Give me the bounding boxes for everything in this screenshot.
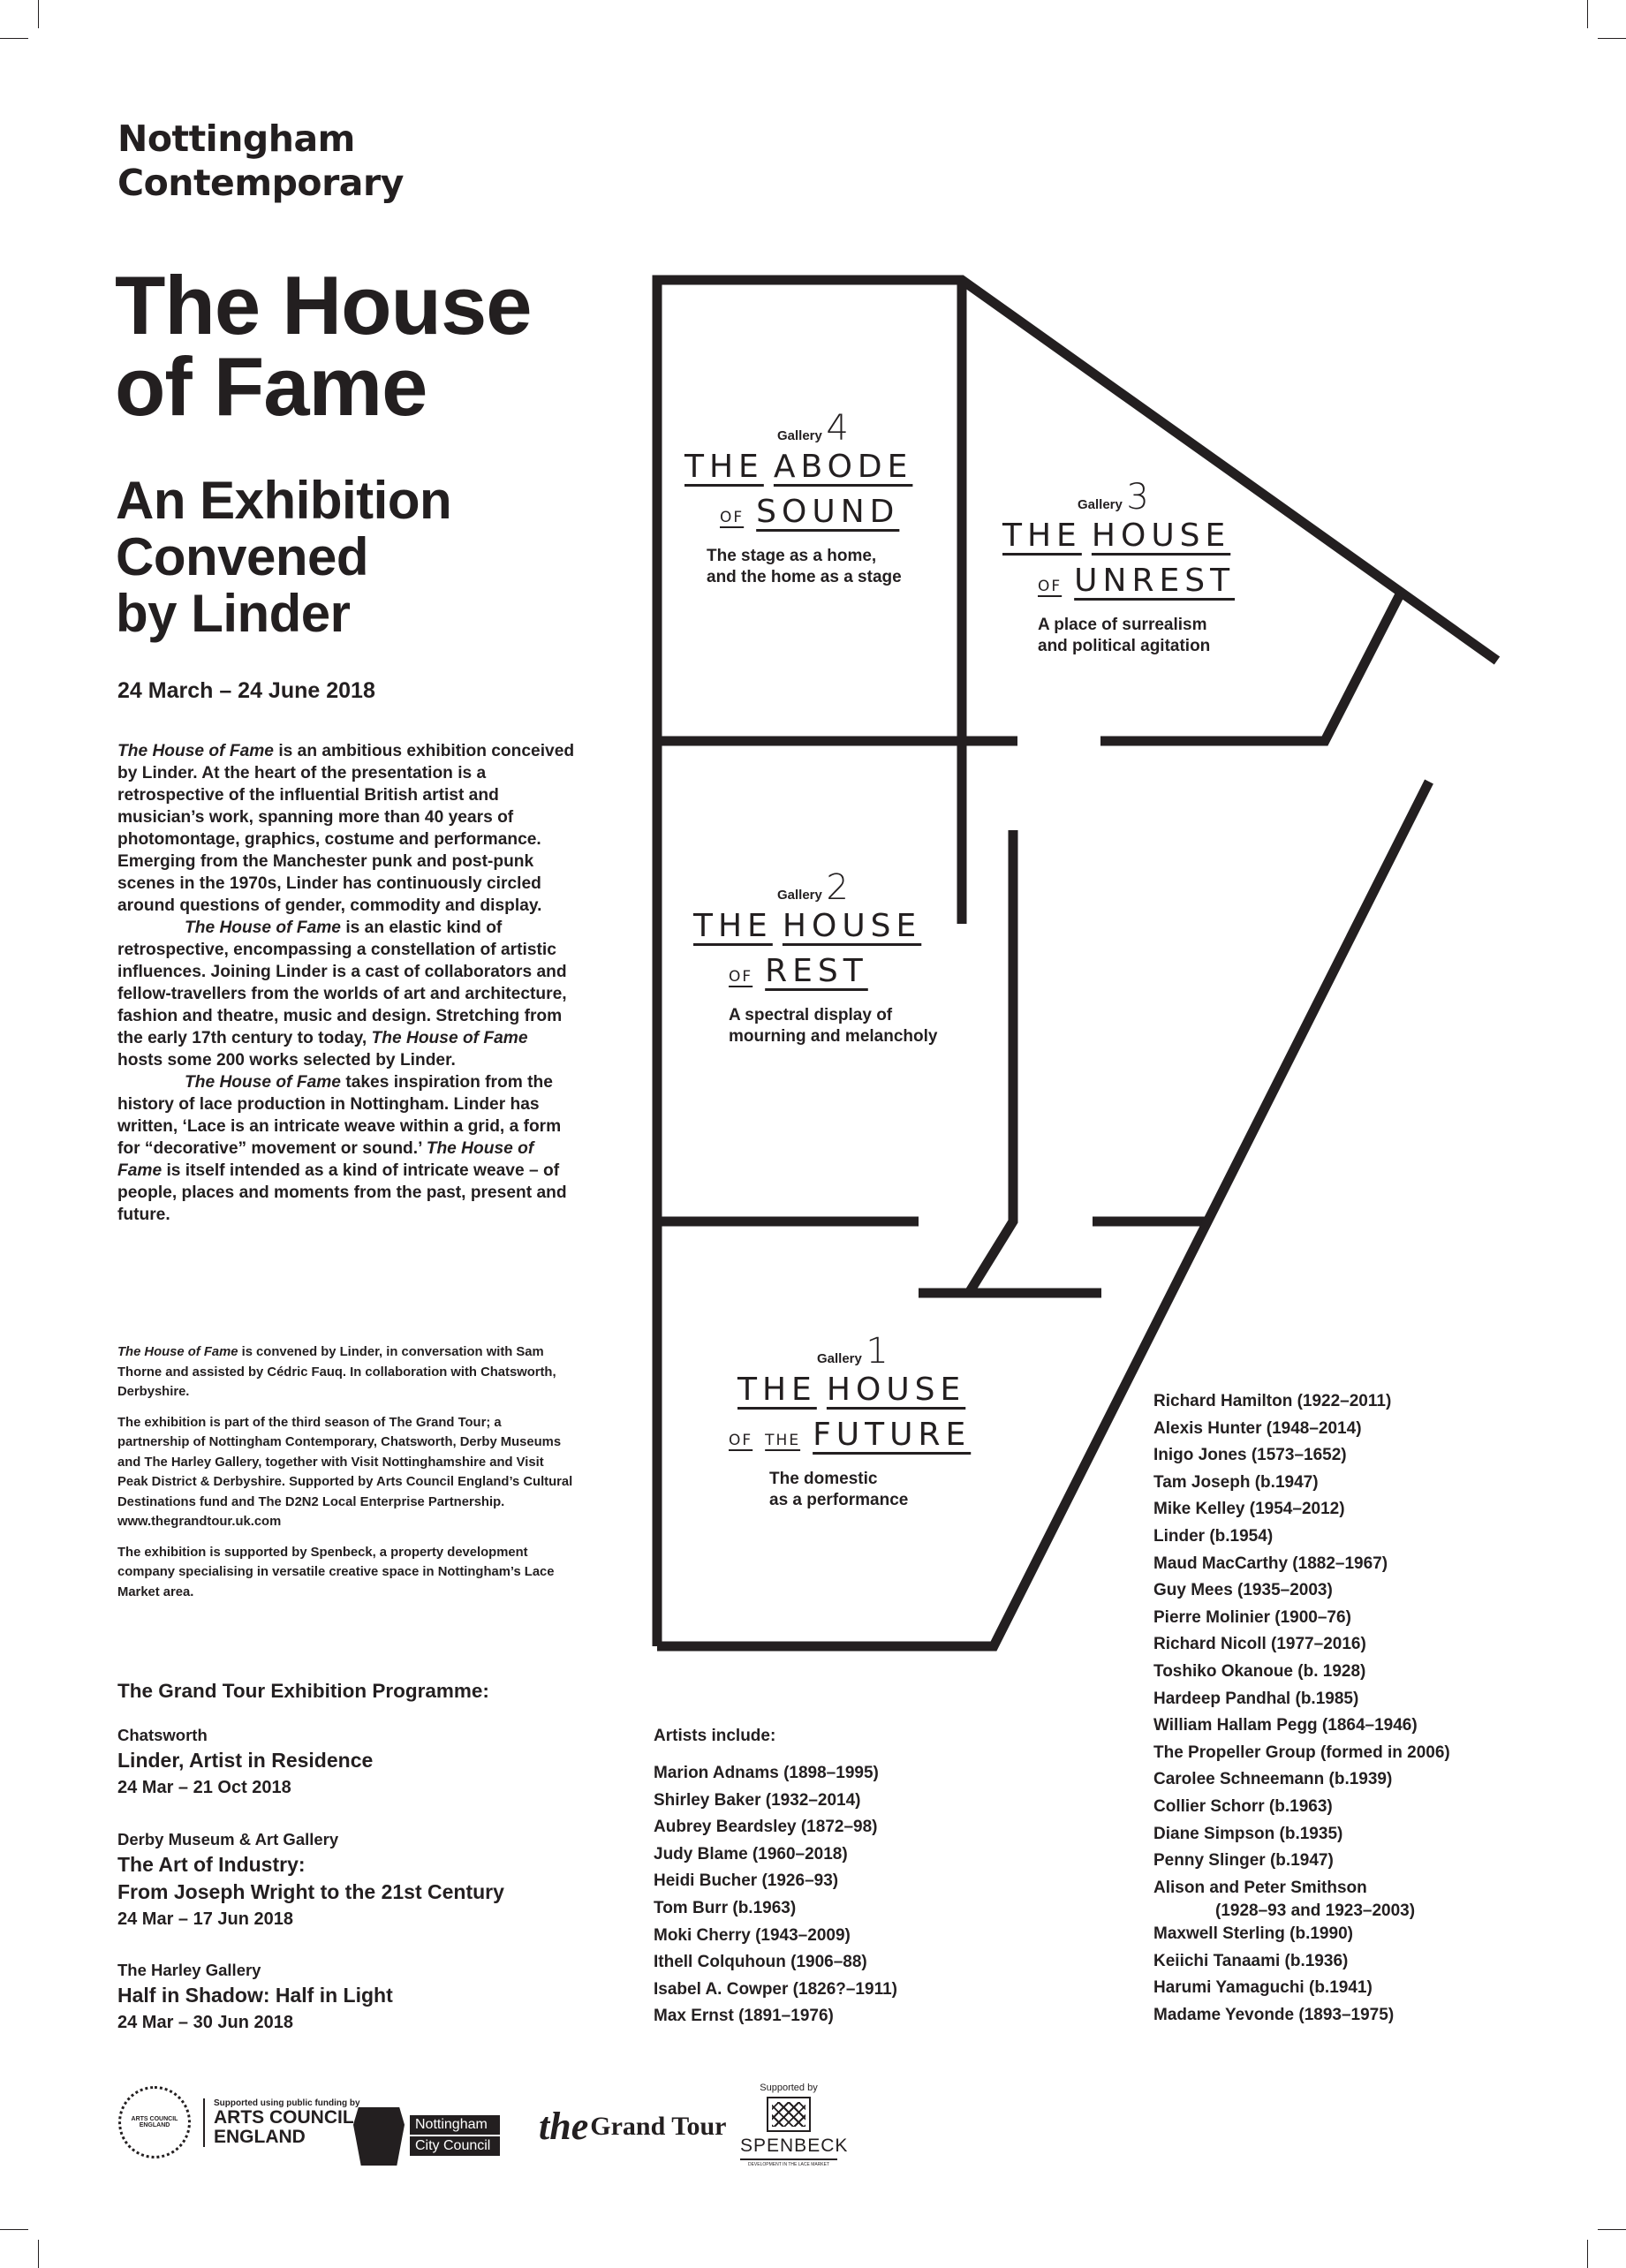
- artist-item: Isabel A. Cowper (1826?–1911): [654, 1979, 897, 1999]
- gallery-label: Gallery: [777, 428, 822, 443]
- artist-item: Mike Kelley (1954–2012): [1153, 1500, 1345, 1519]
- title-word: THE: [1002, 518, 1082, 554]
- arts-council-logo: [118, 2086, 360, 2158]
- ncc-text: [410, 2115, 500, 2158]
- artists-list-2: [1153, 1388, 1450, 2030]
- ncc-line-1: Nottingham: [410, 2115, 500, 2135]
- italic-title: The House of Fame: [117, 1139, 534, 1180]
- title-word: OF: [729, 968, 753, 986]
- artist-item: Toshiko Okanoue (b. 1928): [1153, 1661, 1366, 1681]
- artist-item: Maud MacCarthy (1882–1967): [1153, 1554, 1388, 1573]
- artist-item: Aubrey Beardsley (1872–98): [654, 1818, 878, 1837]
- gallery-title: [693, 908, 937, 944]
- spenbeck-tagline: DEVELOPMENT IN THE LACE MARKET: [747, 2162, 830, 2167]
- artist-item: Richard Nicoll (1977–2016): [1153, 1635, 1366, 1654]
- gallery-title: [684, 449, 912, 485]
- gallery-label: Gallery: [1078, 497, 1123, 512]
- gallery-number: 2: [826, 867, 849, 908]
- title-word: HOUSE: [826, 1372, 966, 1408]
- text: The exhibition is part of the third season of The Grand Tour; a partnership of Nottingham Contemporary, Chatsworth, Derby Museums and The Harley Gallery, together with Visit Nottinghamshire and Visit Peak District & Derbyshire. Supported by Arts Council England’s Cultural Destinations fund and The D2N2 Local Enterprise Partnership.: [117, 1415, 573, 1509]
- ace-small: Supported using public funding by: [214, 2098, 360, 2108]
- programme-show-line-2: From Joseph Wright to the 21st Century: [117, 1880, 504, 1903]
- wall-gallery2-right: [969, 830, 1013, 1293]
- ace-line-1: ARTS COUNCIL: [214, 2106, 354, 2128]
- desc-line: The stage as a home,: [707, 547, 877, 565]
- artist-item: Alexis Hunter (1948–2014): [1153, 1418, 1362, 1438]
- artist-item: Keiichi Tanaami (b.1936): [1153, 1951, 1349, 1970]
- spenbeck-name: SPENBECK: [740, 2136, 837, 2160]
- artist-item: Ithell Colquhoun (1906–88): [654, 1953, 867, 1972]
- subtitle-line-2: Convened: [116, 527, 369, 586]
- text: takes inspiration from the history of lace production in Nottingham. Linder has written, ‘Lace is an intricate weave within a grid, a form for “decorative” movement or sound.’: [117, 1073, 562, 1158]
- subtitle-line-3: by Linder: [116, 584, 351, 643]
- programme-dates: 24 Mar – 17 Jun 2018: [117, 1909, 294, 1929]
- artist-item: Penny Slinger (b.1947): [1153, 1851, 1334, 1871]
- artist-item: Carolee Schneemann (b.1939): [1153, 1770, 1393, 1789]
- artist-item: Hardeep Pandhal (b.1985): [1153, 1689, 1359, 1708]
- title-line-2: of Fame: [115, 340, 427, 433]
- grand-tour-name: Grand Tour: [590, 2111, 727, 2141]
- italic-title: The House of Fame: [371, 1029, 528, 1047]
- desc-line: A spectral display of: [729, 1006, 893, 1024]
- artists-heading: Artists include:: [654, 1727, 776, 1745]
- artist-name: Alison and Peter Smithson: [1153, 1878, 1367, 1897]
- italic-title: The House of Fame: [185, 1073, 341, 1092]
- artist-item: Pierre Molinier (1900–76): [1153, 1607, 1351, 1627]
- gallery-subtitle: [693, 953, 937, 989]
- artist-item: Collier Schorr (b.1963): [1153, 1796, 1333, 1816]
- text: is convened by Linder, in conversation with Sam Thorne and assisted by Cédric Fauq. In collaboration with Chatsworth, Derbyshire.: [117, 1345, 556, 1399]
- artist-item: Richard Hamilton (1922–2011): [1153, 1392, 1392, 1410]
- gallery-1: [729, 1331, 971, 1511]
- programme-show: Half in Shadow: Half in Light: [117, 1984, 393, 2007]
- italic-title: The House of Fame: [117, 1345, 238, 1359]
- gallery-description: [1002, 615, 1235, 657]
- title-word: SOUND: [756, 494, 900, 530]
- artist-item: Guy Mees (1935–2003): [1153, 1581, 1333, 1600]
- gallery-description: [684, 546, 912, 588]
- arts-council-ring-icon: [118, 2086, 191, 2158]
- artist-item: The Propeller Group (formed in 2006): [1153, 1743, 1450, 1762]
- title-word: UNREST: [1074, 563, 1236, 599]
- ace-line-2: ENGLAND: [214, 2126, 306, 2147]
- title-word: HOUSE: [782, 908, 922, 944]
- brand-line-1: Nottingham: [117, 117, 355, 160]
- nottingham-city-council-logo: [353, 2107, 500, 2166]
- title-word: REST: [765, 953, 868, 989]
- artist-item: Heidi Bucher (1926–93): [654, 1871, 839, 1891]
- title-word: THE: [693, 908, 773, 944]
- programme-dates: 24 Mar – 21 Oct 2018: [117, 1778, 291, 1797]
- programme-dates: 24 Mar – 30 Jun 2018: [117, 2013, 294, 2032]
- arts-council-text: [203, 2098, 360, 2147]
- artists-list-1: [654, 1760, 897, 2030]
- artist-item: William Hallam Pegg (1864–1946): [1153, 1716, 1418, 1735]
- text: hosts some 200 works selected by Linder.: [117, 1051, 456, 1070]
- artist-item: Inigo Jones (1573–1652): [1153, 1446, 1347, 1465]
- grand-tour-logo: [539, 2104, 726, 2149]
- gallery-4: [684, 408, 912, 588]
- city-crest-icon: [353, 2107, 405, 2166]
- artist-item: Moki Cherry (1943–2009): [654, 1925, 851, 1945]
- italic-title: The House of Fame: [117, 742, 274, 760]
- gallery-description: [729, 1469, 971, 1511]
- gallery-3: [1002, 477, 1235, 657]
- gallery-number: 3: [1126, 477, 1149, 518]
- title-word: ABODE: [773, 449, 913, 485]
- artist-item: Judy Blame (1960–2018): [654, 1844, 848, 1864]
- artist-item: Marion Adnams (1898–1995): [654, 1764, 879, 1782]
- supported-by-label: Supported by: [760, 2083, 818, 2093]
- spenbeck-lattice-icon: [767, 2097, 811, 2132]
- text: is an elastic kind of retrospective, encompassing a constellation of artistic influences. Joining Linder is a cast of collaborators and fellow-travellers from the worlds of art and architecture, fashion and theatre, music and design. Stretching from the early 17th century to today,: [117, 919, 567, 1047]
- artist-item: Diane Simpson (b.1935): [1153, 1824, 1343, 1843]
- programme-show: The Art of Industry:: [117, 1853, 306, 1876]
- title-word: HOUSE: [1091, 518, 1231, 554]
- desc-line: A place of surrealism: [1038, 616, 1207, 634]
- desc-line: as a performance: [769, 1491, 909, 1509]
- italic-title: The House of Fame: [185, 919, 341, 937]
- gallery-number: 1: [866, 1331, 889, 1372]
- desc-line: and political agitation: [1038, 637, 1211, 655]
- gallery-title: [1002, 518, 1235, 554]
- gallery-number: 4: [826, 408, 849, 449]
- gallery-subtitle: [684, 494, 912, 530]
- title-word: OF: [729, 1432, 753, 1449]
- brand-line-2: Contemporary: [117, 162, 404, 204]
- ncc-line-2: City Council: [410, 2136, 500, 2156]
- gallery-subtitle: [729, 1417, 971, 1453]
- subtitle-line-1: An Exhibition: [116, 471, 452, 530]
- grand-tour-swash: the: [539, 2105, 589, 2148]
- programme-venue: Derby Museum & Art Gallery: [117, 1830, 339, 1848]
- gallery-description: [693, 1005, 937, 1047]
- artist-dates: (1928–93 and 1923–2003): [1215, 1901, 1416, 1921]
- artist-item: Linder (b.1954): [1153, 1526, 1274, 1546]
- programme-venue: Chatsworth: [117, 1726, 208, 1744]
- title-word: THE: [684, 449, 764, 485]
- title-word: OF: [1038, 578, 1063, 595]
- artist-item: Madame Yevonde (1893–1975): [1153, 2006, 1395, 2025]
- title-word: OF: [720, 509, 745, 526]
- gallery-label: Gallery: [817, 1351, 862, 1366]
- title-word: FUTURE: [813, 1417, 972, 1453]
- text: is an ambitious exhibition conceived by Linder. At the heart of the presentation is a retrospective of the influential British artist and musician’s work, spanning more than 40 years of photomontage, graphics, costume and performance. Emerging from the Manchester punk and post-punk scenes in the 1970s, Linder has continuously circled around questions of gender, commodity and display.: [117, 742, 575, 915]
- title-line-1: The House: [115, 259, 532, 352]
- ring-text: ARTS COUNCIL ENGLAND: [131, 2116, 178, 2128]
- title-word: THE: [765, 1432, 801, 1449]
- spenbeck-logo: [740, 2083, 849, 2167]
- gallery-2: [693, 867, 937, 1047]
- gallery-label: Gallery: [777, 888, 822, 903]
- desc-line: mourning and melancholy: [729, 1027, 938, 1046]
- artist-item: Tom Burr (b.1963): [654, 1898, 797, 1917]
- title-word: THE: [737, 1372, 817, 1408]
- artist-item: Harumi Yamaguchi (b.1941): [1153, 1978, 1373, 1998]
- exhibition-dates: 24 March – 24 June 2018: [117, 678, 375, 703]
- desc-line: The domestic: [769, 1470, 878, 1488]
- artist-item: Max Ernst (1891–1976): [654, 2007, 834, 2026]
- credit-spenbeck: The exhibition is supported by Spenbeck, a property development company specialising in versatile creative space in Nottingham’s Lace Market area.: [117, 1545, 555, 1599]
- artist-item: Maxwell Sterling (b.1990): [1153, 1924, 1353, 1944]
- gallery-subtitle: [1002, 563, 1235, 599]
- artist-item: Tam Joseph (b.1947): [1153, 1472, 1319, 1492]
- artist-item: [1153, 1875, 1450, 1922]
- desc-line: and the home as a stage: [707, 568, 902, 586]
- programme-heading: The Grand Tour Exhibition Programme:: [117, 1680, 489, 1702]
- gallery-title: [729, 1372, 971, 1408]
- text: is itself intended as a kind of intricate weave – of people, places and moments from the past, present and future.: [117, 1161, 567, 1224]
- programme-show: Linder, Artist in Residence: [117, 1749, 374, 1772]
- artist-item: Shirley Baker (1932–2014): [654, 1790, 861, 1810]
- programme-venue: The Harley Gallery: [117, 1961, 261, 1979]
- grand-tour-url[interactable]: www.thegrandtour.uk.com: [117, 1515, 282, 1529]
